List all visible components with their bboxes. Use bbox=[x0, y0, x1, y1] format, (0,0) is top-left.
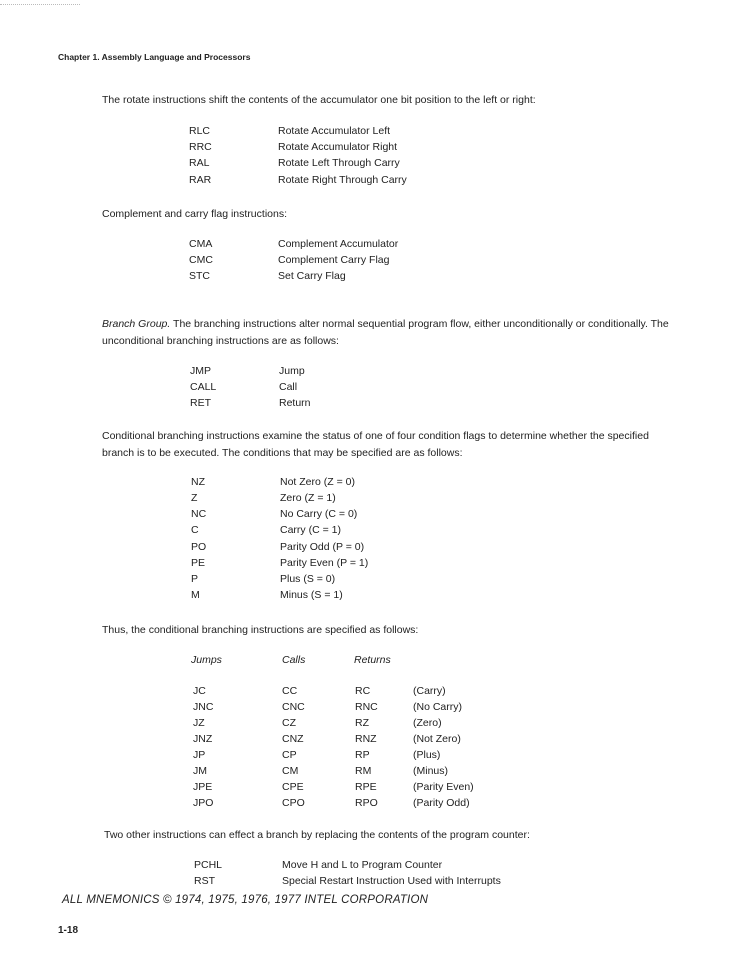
rotate-code: RAR bbox=[189, 174, 212, 186]
complement-desc: Set Carry Flag bbox=[278, 270, 346, 282]
rotate-desc: Rotate Accumulator Left bbox=[278, 125, 391, 137]
condition-desc: No Carry (C = 0) bbox=[280, 508, 358, 520]
branch-desc: Jump bbox=[279, 365, 305, 377]
condition-code: M bbox=[191, 589, 200, 601]
return-cell: RPE bbox=[355, 781, 377, 793]
branch-heading: Branch Group. bbox=[102, 318, 171, 330]
rotate-desc: Rotate Accumulator Right bbox=[278, 141, 398, 153]
complement-code: CMA bbox=[189, 238, 213, 250]
rotate-code: RLC bbox=[189, 125, 211, 137]
call-cell: CPE bbox=[282, 781, 304, 793]
conditional-intro: Thus, the conditional branching instructions are specified as follows: bbox=[102, 624, 419, 636]
condition-note: (Minus) bbox=[413, 765, 449, 777]
branch-code: CALL bbox=[190, 381, 217, 393]
condition-note: (Carry) bbox=[413, 685, 446, 697]
call-cell: CC bbox=[282, 685, 298, 697]
call-cell: CP bbox=[282, 749, 297, 761]
rotate-code: RAL bbox=[189, 157, 210, 169]
return-cell: RNZ bbox=[355, 733, 377, 745]
condition-desc: Parity Even (P = 1) bbox=[280, 557, 369, 569]
call-cell: CZ bbox=[282, 717, 296, 729]
condition-desc: Minus (S = 1) bbox=[280, 589, 343, 601]
condition-code: Z bbox=[191, 492, 198, 504]
jump-cell: JZ bbox=[193, 717, 205, 729]
complement-desc: Complement Accumulator bbox=[278, 238, 399, 250]
scan-smudge bbox=[0, 4, 80, 7]
call-cell: CNC bbox=[282, 701, 305, 713]
condition-code: PE bbox=[191, 557, 206, 569]
condition-note: (Parity Even) bbox=[413, 781, 474, 793]
condition-desc: Carry (C = 1) bbox=[280, 524, 341, 536]
condition-note: (Parity Odd) bbox=[413, 797, 470, 809]
jump-cell: JC bbox=[193, 685, 206, 697]
rotate-desc: Rotate Left Through Carry bbox=[278, 157, 400, 169]
jump-cell: JPO bbox=[193, 797, 214, 809]
other-code: PCHL bbox=[194, 859, 223, 871]
jump-cell: JPE bbox=[193, 781, 213, 793]
other-desc: Move H and L to Program Counter bbox=[282, 859, 443, 871]
return-cell: RNC bbox=[355, 701, 378, 713]
condition-code: NC bbox=[191, 508, 207, 520]
condition-desc: Plus (S = 0) bbox=[280, 573, 336, 585]
conditions-intro: Conditional branching instructions examine the status of one of four condition flags to determine whether the specified branch is to be executed. The conditions that may be specified are as follows: bbox=[102, 430, 649, 459]
column-header-returns: Returns bbox=[354, 654, 391, 666]
complement-intro: Complement and carry flag instructions: bbox=[102, 208, 287, 220]
complement-code: CMC bbox=[189, 254, 213, 266]
condition-code: P bbox=[191, 573, 199, 585]
return-cell: RC bbox=[355, 685, 371, 697]
return-cell: RZ bbox=[355, 717, 369, 729]
other-code: RST bbox=[194, 875, 215, 887]
branch-intro: The branching instructions alter normal sequential program flow, either unconditionally or conditionally. The unconditional branching instructions are as follows: bbox=[102, 318, 669, 347]
condition-note: (Not Zero) bbox=[413, 733, 461, 745]
copyright-notice: ALL MNEMONICS © 1974, 1975, 1976, 1977 INTEL CORPORATION bbox=[62, 894, 429, 906]
condition-desc: Parity Odd (P = 0) bbox=[280, 541, 365, 553]
condition-note: (No Carry) bbox=[413, 701, 462, 713]
condition-note: (Zero) bbox=[413, 717, 442, 729]
branch-desc: Return bbox=[279, 397, 311, 409]
complement-code: STC bbox=[189, 270, 210, 282]
rotate-desc: Rotate Right Through Carry bbox=[278, 174, 407, 186]
page-number: 1-18 bbox=[58, 925, 79, 936]
condition-code: PO bbox=[191, 541, 207, 553]
return-cell: RPO bbox=[355, 797, 378, 809]
return-cell: RM bbox=[355, 765, 372, 777]
call-cell: CM bbox=[282, 765, 299, 777]
column-header-jumps: Jumps bbox=[191, 654, 222, 666]
condition-code: NZ bbox=[191, 476, 205, 488]
column-header-calls: Calls bbox=[282, 654, 306, 666]
call-cell: CNZ bbox=[282, 733, 304, 745]
branch-desc: Call bbox=[279, 381, 298, 393]
condition-desc: Not Zero (Z = 0) bbox=[280, 476, 355, 488]
jump-cell: JM bbox=[193, 765, 207, 777]
condition-note: (Plus) bbox=[413, 749, 441, 761]
jump-cell: JP bbox=[193, 749, 206, 761]
branch-code: JMP bbox=[190, 365, 211, 377]
condition-code: C bbox=[191, 524, 199, 536]
call-cell: CPO bbox=[282, 797, 305, 809]
jump-cell: JNC bbox=[193, 701, 214, 713]
branch-intro-paragraph bbox=[102, 316, 672, 350]
other-intro: Two other instructions can effect a branch by replacing the contents of the program counter: bbox=[104, 829, 530, 841]
return-cell: RP bbox=[355, 749, 370, 761]
complement-desc: Complement Carry Flag bbox=[278, 254, 390, 266]
rotate-intro: The rotate instructions shift the contents of the accumulator one bit position to the left or right: bbox=[102, 94, 536, 106]
condition-desc: Zero (Z = 1) bbox=[280, 492, 336, 504]
other-desc: Special Restart Instruction Used with Interrupts bbox=[282, 875, 501, 887]
chapter-header: Chapter 1. Assembly Language and Processors bbox=[58, 52, 251, 62]
jump-cell: JNZ bbox=[193, 733, 213, 745]
branch-code: RET bbox=[190, 397, 211, 409]
rotate-code: RRC bbox=[189, 141, 212, 153]
